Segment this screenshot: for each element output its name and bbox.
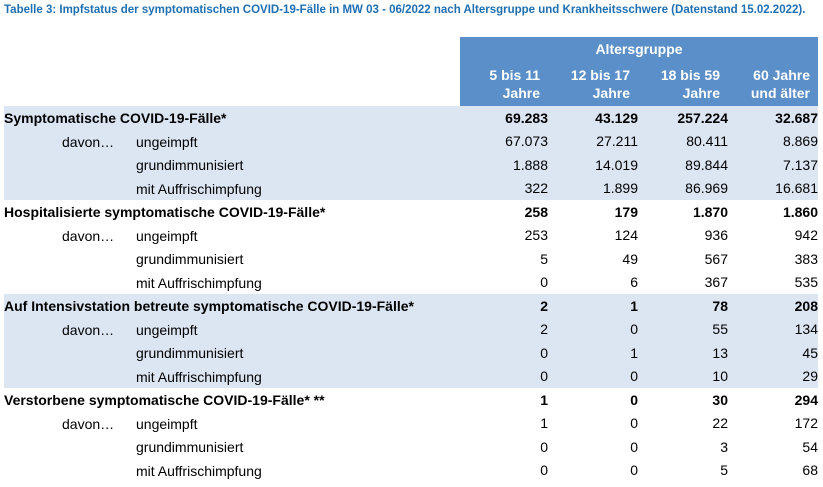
section-total-row [4,106,818,130]
table-row [4,341,818,365]
total-cell: 78 [638,294,728,318]
header-col-line1: 12 bis 17 [570,66,630,83]
value-cell: 0 [540,274,548,291]
value-cell: 0 [548,365,638,389]
table-row [4,130,818,154]
value-cell: 0 [460,365,548,389]
value-cell: 253 [524,227,548,244]
total-cell: 258 [524,203,548,220]
row-label-cell [4,271,460,295]
total-cell: 1 [548,294,638,318]
value-cell: 367 [704,274,728,291]
vaccination-status-label: mit Auffrischimpfung [136,462,262,479]
total-cell: 1 [540,391,548,408]
row-label-cell [4,459,460,483]
data-table [4,106,818,482]
header-col-line2: Jahre [502,84,540,101]
value-cell: 383 [794,250,818,267]
value-cell: 6 [630,274,638,291]
value-cell: 2 [460,318,548,342]
value-cell: 14.019 [548,153,638,177]
row-label-cell [4,412,460,436]
row-label-cell [4,224,460,248]
section-title: Verstorbene symptomatische COVID-19-Fälle* ** [4,391,325,408]
value-cell: 535 [794,274,818,291]
value-cell: 27.211 [548,130,638,154]
row-label-cell [4,341,460,365]
value-cell: 22 [712,415,728,432]
table-row [4,224,818,248]
value-cell: 0 [460,341,548,365]
value-cell: 172 [794,415,818,432]
vaccination-status-label: ungeimpft [136,415,198,432]
section-total-row [4,388,818,412]
header-col-18-59 [638,61,728,106]
total-cell: 69.283 [460,106,548,130]
vaccination-status-label: grundimmunisiert [136,251,244,267]
row-label-cell [4,247,460,271]
vaccination-status-label: grundimmunisiert [136,439,244,455]
table-caption: Tabelle 3: Impfstatus der symptomatischen COVID-19-Fälle in MW 03 - 06/2022 nach Altersgruppe und Krankheitsschwere (Datenstand 15.02.2022). [4,4,806,16]
value-cell: 54 [802,438,818,455]
value-cell: 322 [460,177,548,201]
value-cell: 29 [728,365,818,389]
row-label-cell [4,318,460,342]
table-row [4,435,818,459]
value-cell: 134 [728,318,818,342]
value-cell: 5 [720,462,728,479]
section-title: Hospitalisierte symptomatische COVID-19-Fälle* [4,203,326,220]
header-col-line2: Jahre [592,84,630,101]
header-group-label: Altersgruppe [595,41,683,57]
vaccination-status-label: mit Auffrischimpfung [136,180,262,197]
section-total-row [4,200,818,224]
row-label-cell [4,130,460,154]
header-col-line1: 5 bis 11 [489,66,540,83]
header-col-12-17 [548,61,638,106]
total-cell: 2 [460,294,548,318]
header-col-line2: Jahre [682,84,720,101]
value-cell: 16.681 [728,177,818,201]
total-cell: 30 [712,391,728,408]
row-label-cell [4,435,460,459]
value-cell: 7.137 [728,153,818,177]
value-cell: 124 [614,227,638,244]
total-cell: 43.129 [548,106,638,130]
row-label-cell [4,153,460,177]
vaccination-status-label: mit Auffrischimpfung [136,274,262,291]
value-cell: 5 [540,250,548,267]
value-cell: 0 [540,462,548,479]
vaccination-status-label: ungeimpft [136,133,198,150]
table-row [4,318,818,342]
section-title: Auf Intensivstation betreute symptomatische COVID-19-Fälle* [4,294,460,318]
section-total-row [4,294,818,318]
value-cell: 1.899 [548,177,638,201]
vaccination-status-label: mit Auffrischimpfung [136,368,262,385]
total-cell: 294 [794,391,818,408]
table-row [4,177,818,201]
header-col-60-plus [728,61,818,106]
header-col-line2: und älter [750,84,810,101]
davon-label: davon… [62,321,115,338]
value-cell: 1.888 [460,153,548,177]
value-cell: 80.411 [638,130,728,154]
total-cell: 179 [614,203,638,220]
value-cell: 0 [630,462,638,479]
table-row [4,365,818,389]
value-cell: 10 [638,365,728,389]
vaccination-status-label: ungeimpft [136,227,198,244]
value-cell: 3 [720,438,728,455]
value-cell: 8.869 [728,130,818,154]
total-cell: 32.687 [728,106,818,130]
value-cell: 942 [794,227,818,244]
header-col-line1: 18 bis 59 [660,66,720,83]
table-row [4,271,818,295]
value-cell: 86.969 [638,177,728,201]
header-col-line1: 60 Jahre [753,66,810,83]
davon-label: davon… [62,415,115,432]
davon-label: davon… [62,227,115,244]
value-cell: 0 [630,415,638,432]
value-cell: 567 [704,250,728,267]
value-cell: 1 [540,415,548,432]
value-cell: 45 [728,341,818,365]
value-cell: 0 [540,438,548,455]
header-col-5-11 [460,61,548,106]
vaccination-status-label: grundimmunisiert [136,157,244,173]
table-body [4,106,818,482]
total-cell: 208 [728,294,818,318]
value-cell: 68 [802,462,818,479]
davon-label: davon… [62,133,115,150]
row-label-cell [4,365,460,389]
total-cell: 1.860 [782,203,818,220]
value-cell: 89.844 [638,153,728,177]
vaccination-status-label: ungeimpft [136,321,198,338]
value-cell: 13 [638,341,728,365]
table-row [4,247,818,271]
value-cell: 67.073 [460,130,548,154]
table-row [4,459,818,483]
value-cell: 1 [548,341,638,365]
vaccination-status-label: grundimmunisiert [136,345,244,361]
row-label-cell [4,177,460,201]
value-cell: 936 [704,227,728,244]
section-title: Symptomatische COVID-19-Fälle* [4,106,460,130]
value-cell: 0 [548,318,638,342]
total-cell: 257.224 [638,106,728,130]
value-cell: 49 [622,250,638,267]
total-cell: 0 [630,391,638,408]
table-row [4,412,818,436]
total-cell: 1.870 [692,203,728,220]
header-group-altersgruppe [460,37,818,61]
value-cell: 55 [638,318,728,342]
table-row [4,153,818,177]
value-cell: 0 [630,438,638,455]
